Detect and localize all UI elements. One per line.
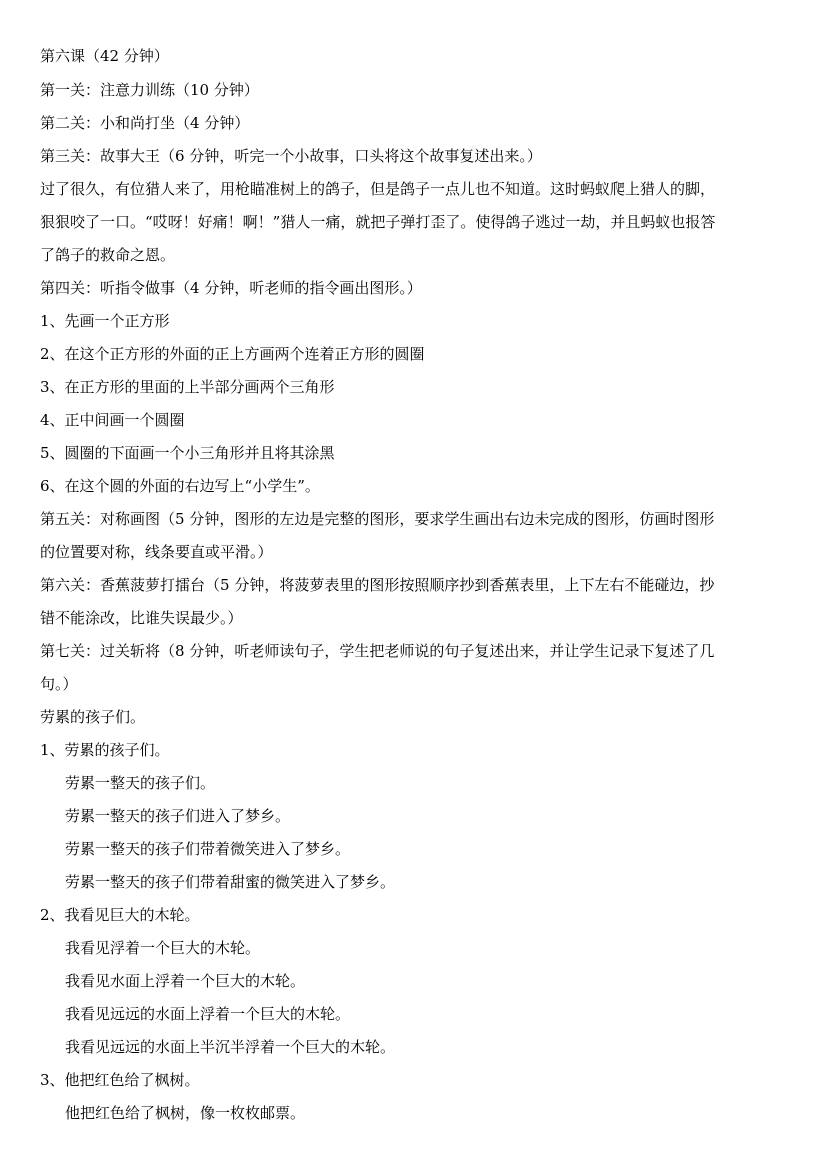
level-5-line: 的位置要对称，线条要直或平滑。） <box>40 543 273 561</box>
instruction-item: 3、在正方形的里面的上半部分画两个三角形 <box>40 378 335 396</box>
exercise-head: 1、劳累的孩子们。 <box>40 741 170 759</box>
level-7-line: 句。） <box>40 675 78 693</box>
instruction-item: 1、先画一个正方形 <box>40 312 170 330</box>
exercise-head: 3、他把红色给了枫树。 <box>40 1071 200 1089</box>
exercise-line: 我看见浮着一个巨大的木轮。 <box>65 939 261 957</box>
instruction-item: 5、圆圈的下面画一个小三角形并且将其涂黑 <box>40 444 335 462</box>
level-2: 第二关：小和尚打坐（4 分钟） <box>40 114 250 132</box>
level-5-line: 第五关：对称画图（5 分钟，图形的左边是完整的图形，要求学生画出右边未完成的图形，仿画时图形 <box>40 510 715 528</box>
exercise-line: 我看见远远的水面上浮着一个巨大的木轮。 <box>65 1005 351 1023</box>
exercise-line: 劳累一整天的孩子们进入了梦乡。 <box>65 807 291 825</box>
story-line: 狠狠咬了一口。“哎呀！好痛！啊！”猎人一痛，就把子弹打歪了。使得鸽子逃过一劫，并且蚂蚁也报答 <box>40 213 716 231</box>
exercise-line: 他把红色给了枫树，像一枚枚邮票。 <box>65 1104 306 1122</box>
lesson-title: 第六课（42 分钟） <box>40 47 169 65</box>
exercise-line: 劳累一整天的孩子们。 <box>65 774 216 792</box>
instruction-item: 2、在这个正方形的外面的正上方画两个连着正方形的圆圈 <box>40 345 425 363</box>
level-7-line: 第七关：过关斩将（8 分钟，听老师读句子，学生把老师说的句子复述出来，并让学生记录下复述了几 <box>40 642 715 660</box>
exercise-line: 劳累一整天的孩子们带着甜蜜的微笑进入了梦乡。 <box>65 873 396 891</box>
exercise-line: 劳累一整天的孩子们带着微笑进入了梦乡。 <box>65 840 351 858</box>
instruction-item: 6、在这个圆的外面的右边写上“小学生”。 <box>40 477 320 495</box>
exercise-head: 2、我看见巨大的木轮。 <box>40 906 200 924</box>
level-6-line: 错不能涂改，比谁失误最少。） <box>40 609 243 627</box>
level-3: 第三关：故事大王（6 分钟，听完一个小故事，口头将这个故事复述出来。） <box>40 147 542 165</box>
level-4: 第四关：听指令做事（4 分钟，听老师的指令画出图形。） <box>40 279 422 297</box>
level-1: 第一关：注意力训练（10 分钟） <box>40 81 259 99</box>
story-line: 了鸽子的救命之恩。 <box>40 246 176 264</box>
instruction-item: 4、正中间画一个圆圈 <box>40 411 185 429</box>
exercise-line: 我看见远远的水面上半沉半浮着一个巨大的木轮。 <box>65 1038 396 1056</box>
exercise-title: 劳累的孩子们。 <box>40 708 146 726</box>
story-line: 过了很久，有位猎人来了，用枪瞄准树上的鸽子，但是鸽子一点儿也不知道。这时蚂蚁爬上猎人的脚， <box>40 180 716 198</box>
level-6-line: 第六关：香蕉菠萝打擂台（5 分钟，将菠萝表里的图形按照顺序抄到香蕉表里，上下左右不能碰边，抄 <box>40 576 715 594</box>
exercise-line: 我看见水面上浮着一个巨大的木轮。 <box>65 972 306 990</box>
